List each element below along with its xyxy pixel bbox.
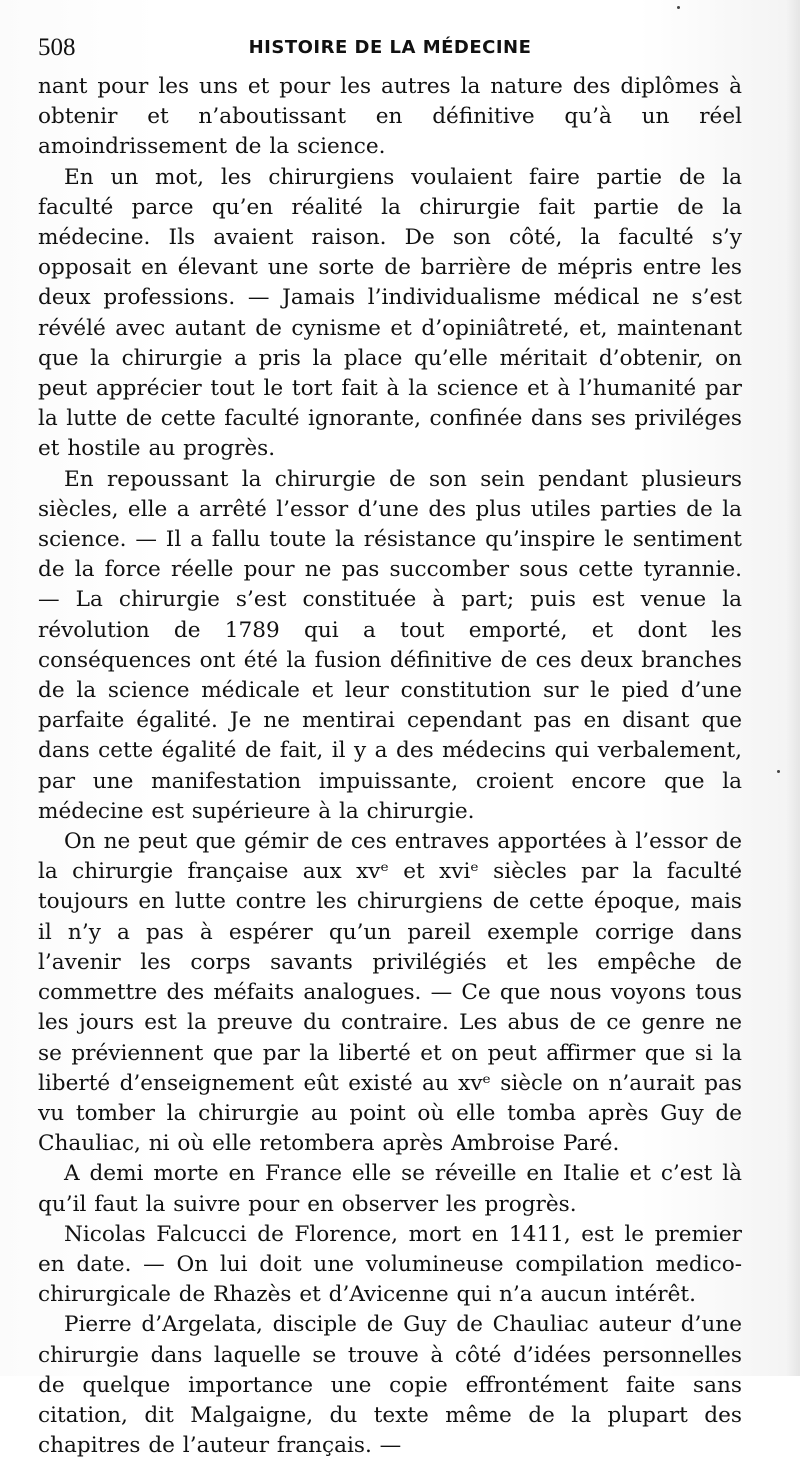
page-number: 508 xyxy=(38,34,76,61)
running-title: HISTOIRE DE LA MÉDECINE xyxy=(248,37,532,58)
paragraph-falcucci: Nicolas Falcucci de Florence, mort en 1411, est le premier en date. — On lui doit une volumineuse compilation medico-chirurgicale de Rhazès et d’Avicenne qui n’a aucun intérêt. xyxy=(38,1221,742,1308)
paragraph-continuation: nant pour les uns et pour les autres la nature des diplômes à obtenir et n’aboutissant en définitive qu’à un réel amoindrissement de la science. xyxy=(38,74,742,160)
text-body xyxy=(38,72,742,1461)
paragraph-surgery-excluded: En repoussant la chirurgie de son sein pendant plusieurs siècles, elle a arrêté l’essor d’une des plus utiles parties de la science. — Il a fallu toute la résistance qu’inspire le sentiment de la force réelle pour ne pas succomber sous cette tyrannie. — La chirurgie s’est constituée à part; puis est venue la révolution de 1789 qui a tout emporté, et dont les conséquences ont été la fusion définitive de ces deux branches de la science médicale et leur constitution sur le pied d’une parfaite égalité. Je ne mentirai cependant pas en disant que dans cette égalité de fait, il y a des médecins qui verbalement, par une manifestation impuissante, croient encore que la médecine est supérieure à la chirurgie. xyxy=(38,466,742,824)
paragraph-italy: A demi morte en France elle se réveille en Italie et c’est là qu’il faut la suivre pour en observer les progrès. xyxy=(38,1161,742,1217)
running-head xyxy=(38,30,742,66)
paragraph-faculty-opposition: En un mot, les chirurgiens voulaient faire partie de la faculté parce qu’en réalité la chirurgie fait partie de la médecine. Ils avaient raison. De son côté, la faculté s’y opposait en élevant une sorte de barrière de mépris entre les deux professions. — Jamais l’individualisme médical ne s’est révélé avec autant de cynisme et d’opiniâtreté, et, maintenant que la chirurgie a pris la place qu’elle méritait d’obtenir, on peut apprécier tout le tort fait à la science et à l’humanité par la lutte de cette faculté ignorante, confinée dans ses priviléges et hostile au progrès. xyxy=(38,164,742,462)
ink-speck xyxy=(777,770,780,773)
paragraph-argelata: Pierre d’Argelata, disciple de Guy de Chauliac auteur d’une chirurgie dans laquelle se trouve à côté d’idées personnelles de quelque importance une copie effrontément faite sans citation, dit Malgaigne, du texte même de la plupart des chapitres de l’auteur français. — xyxy=(38,1312,742,1459)
ink-speck xyxy=(677,6,680,9)
paragraph-obstacles: On ne peut que gémir de ces entraves apportées à l’essor de la chirurgie française aux xvᵉ et xviᵉ siècles par la faculté toujours en lutte contre les chirurgiens de cette époque, mais il n’y a pas à espérer qu’un pareil exemple corrige dans l’avenir les corps savants privilégiés et les empêche de commettre des méfaits analogues. — Ce que nous voyons tous les jours est la preuve du contraire. Les abus de ce genre ne se préviennent que par la liberté et on peut affirmer que si la liberté d’enseignement eût existé au xvᵉ siècle on n’aurait pas vu tomber la chirurgie au point où elle tomba après Guy de Chauliac, ni où elle retombera après Ambroise Paré. xyxy=(38,829,742,1157)
